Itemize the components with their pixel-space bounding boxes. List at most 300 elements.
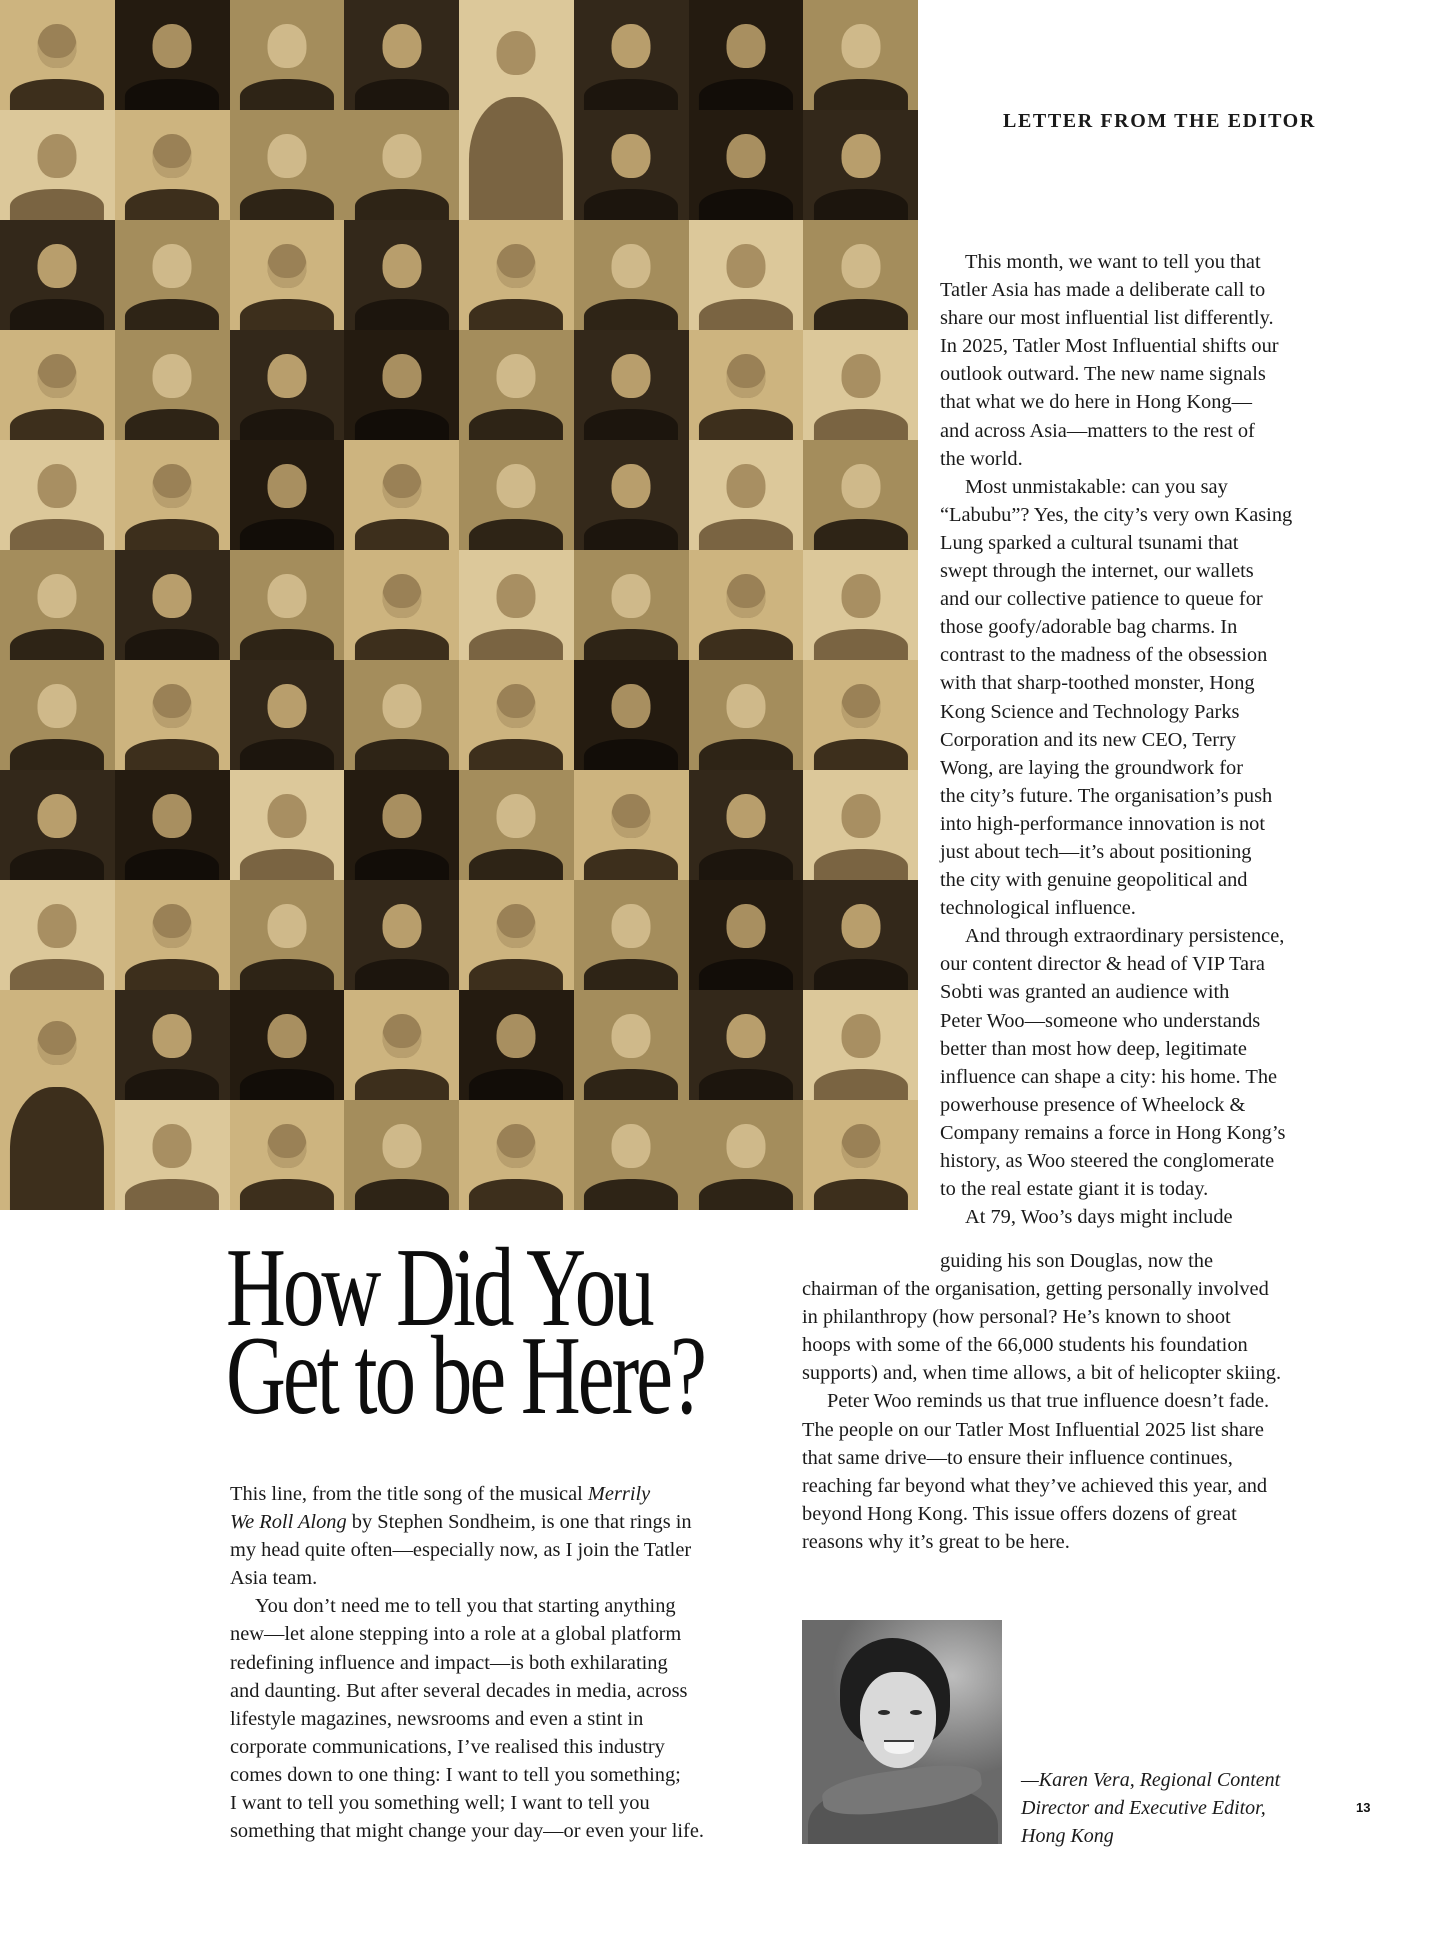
editor-signature [1021,1766,1280,1851]
portrait-body [814,1069,908,1100]
portrait-body [584,1179,678,1210]
honouree-portrait-tile [803,220,918,330]
text-line: “Labubu”? Yes, the city’s very own Kasing [940,503,1293,526]
text-line: Tatler Asia has made a deliberate call to [940,279,1266,302]
portrait-body [699,959,793,990]
text-line: that same drive—to ensure their influence continues, [802,1446,1233,1469]
honouree-portrait-tile [344,990,459,1100]
portrait-body [240,1179,334,1210]
portrait-head [153,1014,192,1058]
portrait-body [699,1179,793,1210]
text-line: the city with genuine geopolitical and [940,869,1248,892]
portrait-head [267,574,306,618]
honouree-portrait-tile [574,0,689,110]
text-line: history, as Woo steered the conglomerate [940,1150,1275,1172]
portrait-body [355,189,449,220]
portrait-head [497,684,536,728]
portrait-body [125,299,219,330]
portrait-head [267,1014,306,1058]
text-line: In 2025, Tatler Most Influential shifts our [940,335,1279,358]
text-line: We Roll Along by Stephen Sondheim, is one that rings in [230,1511,692,1534]
portrait-eye-right [910,1710,922,1715]
text-line: my head quite often—especially now, as I join the Tatler [230,1539,692,1562]
text-line: outlook outward. The new name signals [940,363,1266,386]
portrait-head [497,244,536,288]
portrait-head [38,684,77,728]
portrait-body [125,189,219,220]
honouree-portrait-tile [574,440,689,550]
honouree-portrait-tile [115,330,230,440]
honouree-portrait-tile [230,330,345,440]
portrait-body [469,959,563,990]
honouree-portrait-tile [344,1100,459,1210]
portrait-head [612,574,651,618]
portrait-head [841,244,880,288]
portrait-body [10,409,104,440]
portrait-body [469,1179,563,1210]
text-line: powerhouse presence of Wheelock & [940,1093,1246,1116]
honouree-portrait-tile [689,0,804,110]
portrait-body [240,849,334,880]
honouree-portrait-tile [0,330,115,440]
portrait-body [469,629,563,660]
text-line: guiding his son Douglas, now the [940,1250,1214,1272]
portrait-body [814,629,908,660]
honouree-portrait-tile [344,880,459,990]
portrait-body [584,739,678,770]
honouree-portrait-tile [803,990,918,1100]
portrait-body [125,629,219,660]
portrait-body [699,79,793,110]
portrait-body [584,189,678,220]
portrait-body [10,79,104,110]
portrait-head [153,904,192,948]
portrait-body [584,519,678,550]
honouree-portrait-tile [0,220,115,330]
portrait-head [612,134,651,178]
portrait-body [469,97,563,220]
text-line: Kong Science and Technology Parks [940,700,1240,723]
portrait-head [38,24,77,68]
signature-line-3: Hong Kong [1021,1825,1114,1848]
portrait-head [38,464,77,508]
portrait-head [38,904,77,948]
honouree-portrait-tile [230,440,345,550]
honouree-photo-mosaic [0,0,918,1210]
portrait-head [153,574,192,618]
portrait-head [153,354,192,398]
honouree-portrait-tile [803,880,918,990]
text-line: something that might change your day—or even your life. [230,1820,704,1843]
portrait-head [726,24,765,68]
honouree-portrait-tile [230,550,345,660]
portrait-head [382,24,421,68]
portrait-head [38,354,77,398]
portrait-body [355,1179,449,1210]
honouree-portrait-tile [344,770,459,880]
honouree-portrait-tile [0,990,115,1210]
body-text-right-column [940,248,1292,1231]
text-line: to the real estate giant it is today. [940,1178,1209,1201]
portrait-body [814,189,908,220]
article-title [226,1226,704,1438]
honouree-portrait-tile [689,550,804,660]
body-text-lower-right [802,1247,1281,1556]
portrait-body [355,849,449,880]
honouree-portrait-tile [0,880,115,990]
page-number: 13 [1356,1800,1371,1815]
portrait-head [497,1014,536,1058]
text-line: I want to tell you something well; I want to tell you [230,1792,650,1815]
honouree-portrait-tile [344,550,459,660]
honouree-portrait-tile [0,550,115,660]
text-line: reasons why it’s great to be here. [802,1530,1070,1553]
portrait-body [814,79,908,110]
text-line: Lung sparked a cultural tsunami that [940,531,1239,554]
portrait-body [814,519,908,550]
text-line: The people on our Tatler Most Influential 2025 list share [802,1418,1264,1441]
honouree-portrait-tile [574,770,689,880]
portrait-head [497,464,536,508]
text-line: those goofy/adorable bag charms. In [940,616,1238,639]
portrait-head [497,574,536,618]
honouree-portrait-tile [689,220,804,330]
honouree-portrait-tile [803,1100,918,1210]
honouree-portrait-tile [230,220,345,330]
portrait-head [726,1014,765,1058]
text-line: Sobti was granted an audience with [940,981,1230,1004]
honouree-portrait-tile [689,330,804,440]
portrait-body [125,79,219,110]
portrait-body [10,519,104,550]
portrait-head [726,574,765,618]
text-line: and across Asia—matters to the rest of [940,419,1255,442]
text-line: redefining influence and impact—is both exhilarating [230,1651,668,1674]
honouree-portrait-tile [459,880,574,990]
honouree-portrait-tile [803,0,918,110]
text-line: This month, we want to tell you that [965,251,1261,273]
signature-line-1: —Karen Vera, Regional Content [1021,1769,1281,1791]
honouree-portrait-tile [230,770,345,880]
honouree-portrait-tile [803,110,918,220]
portrait-body [584,409,678,440]
honouree-portrait-tile [689,770,804,880]
portrait-body [240,79,334,110]
portrait-head [267,464,306,508]
text-line: comes down to one thing: I want to tell you something; [230,1763,681,1786]
text-line: and our collective patience to queue for [940,588,1263,611]
honouree-portrait-tile [689,880,804,990]
portrait-head [497,31,536,75]
honouree-portrait-tile [574,990,689,1100]
text-line: chairman of the organisation, getting personally involved [802,1278,1269,1301]
portrait-head [267,1124,306,1168]
portrait-body [699,189,793,220]
portrait-body [355,79,449,110]
portrait-head [38,1021,77,1065]
portrait-head [382,464,421,508]
signature-line-2: Director and Executive Editor, [1021,1797,1266,1820]
honouree-portrait-tile [459,990,574,1100]
portrait-head [726,904,765,948]
title-line-2: Get to be Here? [226,1314,704,1438]
honouree-portrait-tile [344,660,459,770]
portrait-head [382,244,421,288]
portrait-body [125,409,219,440]
honouree-portrait-tile [689,990,804,1100]
portrait-body [469,299,563,330]
portrait-head [841,1124,880,1168]
portrait-head [612,794,651,838]
portrait-head [841,904,880,948]
portrait-body [814,1179,908,1210]
honouree-portrait-tile [459,550,574,660]
honouree-portrait-tile [0,770,115,880]
text-line: that what we do here in Hong Kong— [940,391,1253,414]
text-line: influence can shape a city: his home. The [940,1065,1278,1088]
text-line: beyond Hong Kong. This issue offers dozens of great [802,1502,1237,1525]
portrait-body [240,299,334,330]
honouree-portrait-tile [344,440,459,550]
text-line: new—let alone stepping into a role at a global platform [230,1623,682,1646]
portrait-head [841,24,880,68]
portrait-head [267,904,306,948]
portrait-body [125,959,219,990]
text-line: hoops with some of the 66,000 students his foundation [802,1334,1248,1357]
text-line: Company remains a force in Hong Kong’s [940,1121,1286,1144]
portrait-body [240,1069,334,1100]
text-line: Wong, are laying the groundwork for [940,756,1244,779]
portrait-body [10,189,104,220]
portrait-body [584,849,678,880]
text-line: technological influence. [940,897,1136,920]
text-line: You don’t need me to tell you that starting anything [255,1595,676,1618]
honouree-portrait-tile [459,660,574,770]
portrait-head [382,794,421,838]
honouree-portrait-tile [574,220,689,330]
text-line: the world. [940,447,1023,470]
portrait-head [153,464,192,508]
portrait-eye-left [878,1710,890,1715]
honouree-portrait-tile [230,1100,345,1210]
honouree-portrait-tile [230,880,345,990]
editor-portrait-photo [802,1620,1002,1844]
portrait-head [382,1014,421,1058]
portrait-body [125,1069,219,1100]
title-line-1: How Did You [226,1226,652,1350]
portrait-head [841,574,880,618]
honouree-portrait-tile [115,660,230,770]
portrait-body [699,739,793,770]
portrait-head [841,134,880,178]
portrait-head [841,354,880,398]
portrait-body [469,739,563,770]
honouree-portrait-tile [0,0,115,110]
honouree-portrait-tile [0,660,115,770]
honouree-portrait-tile [115,880,230,990]
portrait-head [841,794,880,838]
portrait-head [267,244,306,288]
portrait-body [469,1069,563,1100]
portrait-body [355,959,449,990]
text-line: with that sharp-toothed monster, Hong [940,672,1255,695]
text-line: At 79, Woo’s days might include [965,1206,1233,1229]
portrait-body [240,959,334,990]
portrait-body [355,1069,449,1100]
portrait-body [699,1069,793,1100]
honouree-portrait-tile [803,550,918,660]
honouree-portrait-tile [689,110,804,220]
honouree-portrait-tile [115,550,230,660]
portrait-body [584,299,678,330]
portrait-head [726,464,765,508]
body-text-left-column [230,1480,704,1845]
portrait-head [153,134,192,178]
honouree-portrait-tile [574,880,689,990]
portrait-body [10,959,104,990]
honouree-portrait-tile [459,1100,574,1210]
honouree-portrait-tile [459,440,574,550]
portrait-body [355,739,449,770]
portrait-body [240,629,334,660]
portrait-head [267,794,306,838]
honouree-portrait-tile [115,770,230,880]
portrait-head [497,904,536,948]
portrait-head [38,134,77,178]
portrait-head [153,794,192,838]
honouree-portrait-tile [344,110,459,220]
honouree-portrait-tile [803,770,918,880]
portrait-body [814,739,908,770]
portrait-body [699,849,793,880]
honouree-portrait-tile [0,440,115,550]
portrait-body [355,409,449,440]
honouree-portrait-tile [344,0,459,110]
portrait-head [612,244,651,288]
portrait-head [267,24,306,68]
honouree-portrait-tile [230,0,345,110]
honouree-portrait-tile [115,1100,230,1210]
text-line: contrast to the madness of the obsession [940,644,1268,667]
honouree-portrait-tile [803,660,918,770]
portrait-body [125,739,219,770]
honouree-portrait-tile [574,330,689,440]
text-line: supports) and, when time allows, a bit of helicopter skiing. [802,1362,1282,1385]
honouree-portrait-tile [344,330,459,440]
text-line: our content director & head of VIP Tara [940,953,1265,976]
portrait-head [267,684,306,728]
italic-title-text: Merrily [587,1483,651,1505]
portrait-head [497,794,536,838]
portrait-body [584,629,678,660]
portrait-body [355,629,449,660]
portrait-body [584,1069,678,1100]
honouree-portrait-tile [689,1100,804,1210]
portrait-body [469,519,563,550]
portrait-body [10,849,104,880]
portrait-head [382,574,421,618]
portrait-head [153,244,192,288]
portrait-head [382,134,421,178]
portrait-head [612,464,651,508]
portrait-body [240,739,334,770]
portrait-smile [884,1740,914,1754]
portrait-body [10,299,104,330]
portrait-body [240,189,334,220]
portrait-body [240,519,334,550]
honouree-portrait-tile [230,990,345,1100]
honouree-portrait-tile [115,0,230,110]
portrait-head [841,464,880,508]
portrait-head [382,354,421,398]
portrait-head [612,24,651,68]
portrait-body [814,959,908,990]
text-line: Peter Woo—someone who understands [940,1009,1261,1032]
portrait-head [612,1014,651,1058]
portrait-head [267,134,306,178]
text-line: This line, from the title song of the musical Merrily [230,1483,651,1505]
portrait-body [125,519,219,550]
portrait-body [699,299,793,330]
portrait-body [584,79,678,110]
portrait-head [153,1124,192,1168]
text-line: and daunting. But after several decades in media, across [230,1679,688,1702]
portrait-body [814,849,908,880]
honouree-portrait-tile [803,330,918,440]
text-line: reaching far beyond what they’ve achieved this year, and [802,1474,1268,1497]
honouree-portrait-tile [459,220,574,330]
text-line: the city’s future. The organisation’s push [940,784,1273,807]
text-line: into high-performance innovation is not [940,812,1266,835]
portrait-head [841,684,880,728]
text-line: in philanthropy (how personal? He’s known to shoot [802,1306,1231,1329]
portrait-head [267,354,306,398]
portrait-body [10,739,104,770]
portrait-head [612,684,651,728]
portrait-head [612,354,651,398]
text-line: And through extraordinary persistence, [965,925,1285,948]
portrait-body [699,519,793,550]
portrait-body [240,409,334,440]
portrait-body [355,299,449,330]
honouree-portrait-tile [574,110,689,220]
text-line: Corporation and its new CEO, Terry [940,728,1237,751]
portrait-head [726,134,765,178]
honouree-portrait-tile [115,440,230,550]
portrait-head [497,1124,536,1168]
text-line: just about tech—it’s about positioning [940,840,1252,863]
text-line: Peter Woo reminds us that true influence doesn’t fade. [827,1390,1270,1413]
text-line: share our most influential list differently. [940,307,1274,330]
honouree-portrait-tile [115,990,230,1100]
portrait-head [382,904,421,948]
honouree-portrait-tile [459,330,574,440]
honouree-portrait-tile [689,440,804,550]
portrait-head [612,904,651,948]
portrait-body [699,409,793,440]
text-line: swept through the internet, our wallets [940,560,1254,583]
portrait-body [584,959,678,990]
text-line: lifestyle magazines, newsrooms and even a stint in [230,1707,644,1730]
honouree-portrait-tile [230,110,345,220]
portrait-body [469,849,563,880]
portrait-body [469,409,563,440]
portrait-head [38,574,77,618]
honouree-portrait-tile [689,660,804,770]
section-label: LETTER FROM THE EDITOR [1003,110,1316,132]
portrait-body [125,849,219,880]
honouree-portrait-tile [344,220,459,330]
